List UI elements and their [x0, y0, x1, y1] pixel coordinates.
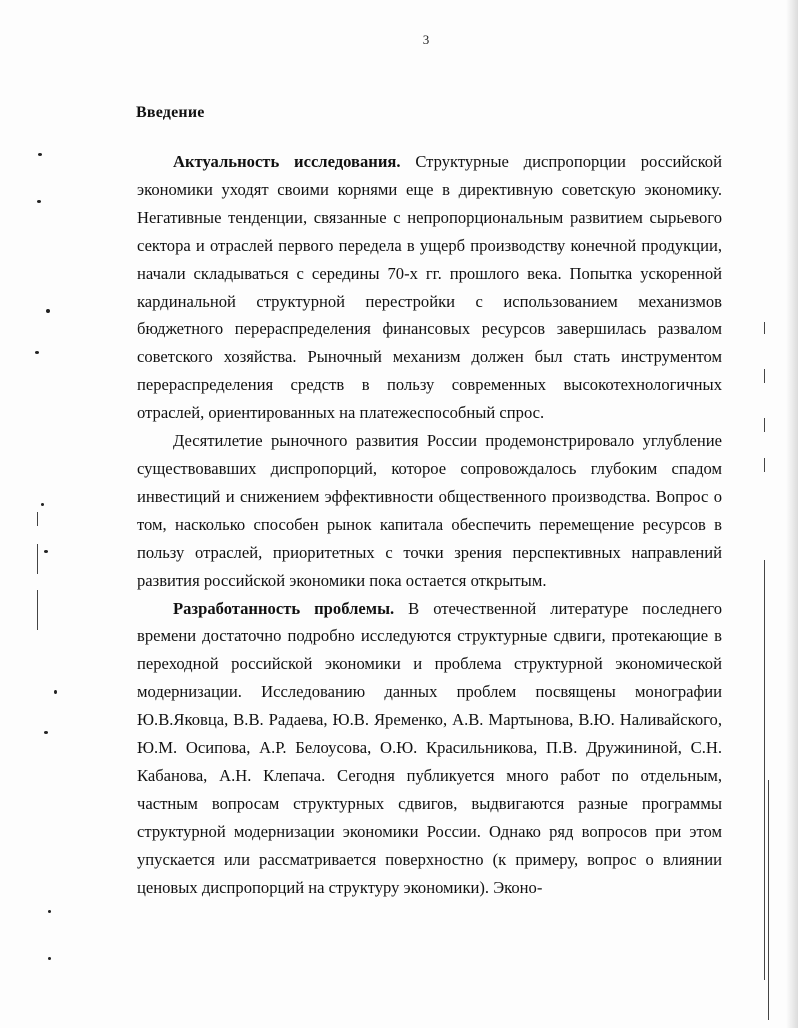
scan-speck [44, 731, 48, 734]
paragraph-relevance [137, 148, 722, 427]
paragraph-text: Структурные диспропорции российской экономики уходят своими корнями еще в директивную советскую экономику. Негативные тенденции, связанные с непропорциональным развитием сырьевого сектора и отраслей первого передела в ущерб производству конечной продукции, начали складываться с середины 70-х гг. прошлого века. Попытка ускоренной кардинальной структурной перестройки с использованием механизмов бюджетного перераспределения финансовых ресурсов завершилась развалом советского хозяйства. Рыночный механизм должен был стать инструментом перераспределения средств в пользу современных высокотехнологичных отраслей, ориентированных на платежеспособный спрос. [137, 152, 722, 423]
scan-speck [37, 200, 41, 203]
scan-line [37, 590, 38, 630]
scan-line [764, 322, 765, 334]
scan-speck [48, 910, 51, 913]
scan-line [764, 369, 765, 383]
paragraph-text: В отечественной литературе последнего времени достаточно подробно исследуются структурные сдвиги, протекающие в переходной российской экономики и проблема структурной экономической модернизации. Исследованию данных проблем посвящены монографии Ю.В.Яковца, В.В. Радаева, Ю.В. Яременко, А.В. Мартынова, В.Ю. Наливайского, Ю.М. Осипова, А.Р. Белоусова, О.Ю. Красильникова, П.В. Дружининой, С.Н. Кабанова, А.Н. Клепача. Сегодня публикуется много работ по отдельным, частным вопросам структурных сдвигов, выдвигаются разные программы структурной модернизации экономики России. Однако ряд вопросов при этом упускается или рассматривается поверхностно (к примеру, вопрос о влиянии ценовых диспропорций на структуру экономики). Эконо- [137, 598, 722, 897]
scan-speck [46, 309, 50, 313]
scan-speck [35, 351, 39, 354]
scan-speck [44, 550, 48, 553]
scan-line [768, 780, 769, 1020]
scan-speck [41, 503, 44, 506]
paragraph-lead: Актуальность исследования. [173, 152, 401, 171]
body-text [137, 148, 722, 901]
scan-line [764, 560, 765, 980]
page-number: 3 [422, 32, 430, 47]
page-edge-shadow [786, 0, 798, 1028]
scan-speck [54, 690, 57, 694]
paragraph-lead: Разработанность проблемы. [173, 598, 395, 618]
scan-line [37, 512, 38, 526]
scan-speck [38, 153, 42, 156]
scan-line [764, 458, 765, 472]
scan-line [37, 544, 38, 574]
section-heading: Введение [136, 104, 205, 121]
scan-line [764, 418, 765, 432]
paragraph-problem-elaboration [137, 595, 722, 902]
paragraph-text: Десятилетие рыночного развития России продемонстрировало углубление существовавших диспропорций, которое сопровождалось глубоким спадом инвестиций и снижением эффективности общественного производства. Вопрос о том, насколько способен рынок капитала обеспечить перемещение ресурсов в пользу отраслей, приоритетных с точки зрения перспективных направлений развития российской экономики пока остается открытым. [137, 431, 722, 590]
scan-speck [48, 957, 51, 960]
paragraph-market-development [137, 427, 722, 594]
